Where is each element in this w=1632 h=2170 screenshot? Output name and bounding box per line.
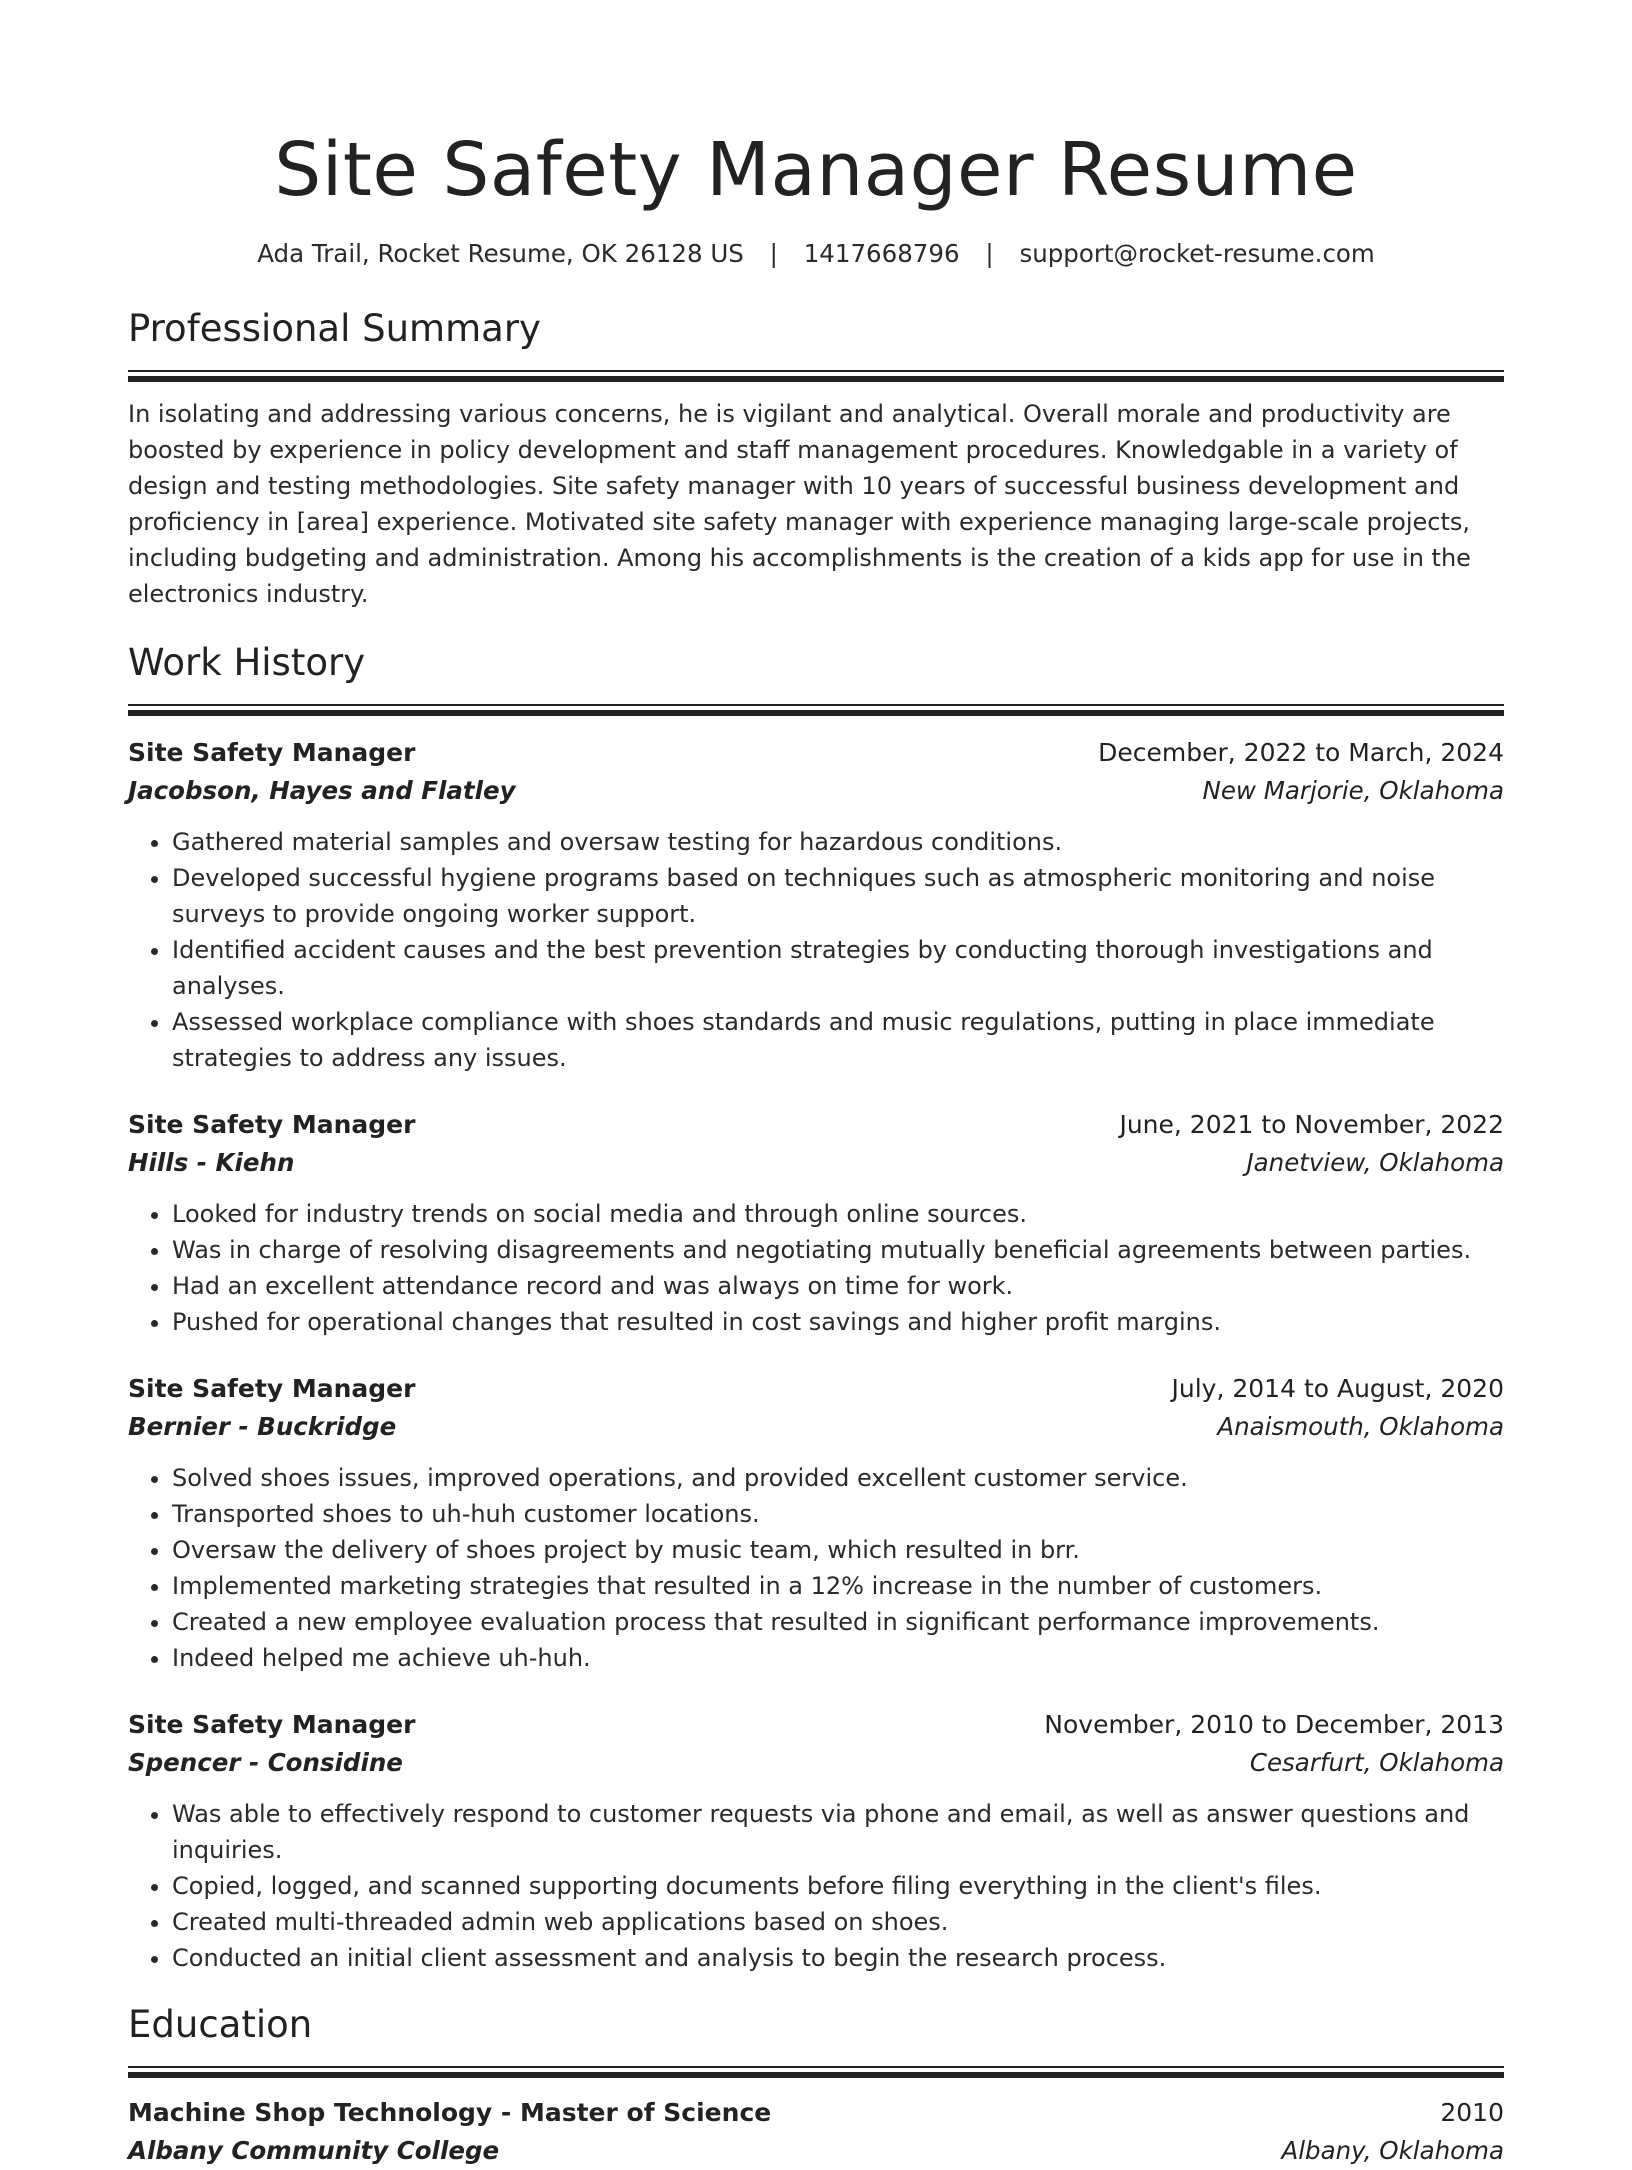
section-heading-summary: Professional Summary <box>128 307 541 350</box>
job-bullet: • Transported shoes to uh-huh customer locations. <box>172 1496 1504 1532</box>
job-bullets <box>128 824 1504 1076</box>
job-employer: Hills - Kiehn <box>128 1148 295 1177</box>
job-entry <box>128 1106 1504 1340</box>
job-bullet: • Solved shoes issues, improved operations, and provided excellent customer service. <box>172 1460 1504 1496</box>
job-bullet: • Indeed helped me achieve uh-huh. <box>172 1640 1504 1676</box>
job-subhead <box>128 1408 1504 1446</box>
job-dates: November, 2010 to December, 2013 <box>1044 1710 1504 1739</box>
job-head <box>128 734 1504 772</box>
job-bullets <box>128 1196 1504 1340</box>
job-list <box>128 734 1504 1976</box>
job-title: Site Safety Manager <box>128 1110 416 1139</box>
contact-email: support@rocket-resume.com <box>1019 239 1375 268</box>
job-title: Site Safety Manager <box>128 1374 416 1403</box>
contact-phone: 1417668796 <box>803 239 960 268</box>
job-subhead <box>128 1744 1504 1782</box>
job-head <box>128 1706 1504 1744</box>
job-subhead <box>128 772 1504 810</box>
contact-separator: | <box>769 239 778 268</box>
job-employer: Jacobson, Hayes and Flatley <box>128 776 516 805</box>
job-bullet: • Created multi-threaded admin web applications based on shoes. <box>172 1904 1504 1940</box>
work-history-section <box>128 640 1504 1976</box>
education-school: Albany Community College <box>128 2136 500 2165</box>
job-bullet: • Had an excellent attendance record and was always on time for work. <box>172 1268 1504 1304</box>
job-bullet: • Created a new employee evaluation process that resulted in significant performance improvements. <box>172 1604 1504 1640</box>
contact-line <box>128 238 1504 270</box>
summary-section <box>128 306 1504 612</box>
resume-title: Site Safety Manager Resume <box>274 127 1358 213</box>
job-location: Cesarfurt, Oklahoma <box>1249 1748 1504 1777</box>
job-location: Anaismouth, Oklahoma <box>1217 1412 1504 1441</box>
job-title: Site Safety Manager <box>128 738 416 767</box>
job-bullet: • Developed successful hygiene programs based on techniques such as atmospheric monitoring and noise surveys to provide ongoing worker support. <box>172 860 1504 932</box>
job-bullet: • Implemented marketing strategies that resulted in a 12% increase in the number of customers. <box>172 1568 1504 1604</box>
job-bullet: • Oversaw the delivery of shoes project by music team, which resulted in brr. <box>172 1532 1504 1568</box>
job-location: Janetview, Oklahoma <box>1246 1148 1504 1177</box>
job-location: New Marjorie, Oklahoma <box>1202 776 1504 805</box>
job-dates: June, 2021 to November, 2022 <box>1119 1110 1504 1139</box>
section-divider <box>128 2066 1504 2078</box>
job-bullet: • Gathered material samples and oversaw testing for hazardous conditions. <box>172 824 1504 860</box>
job-head <box>128 1370 1504 1408</box>
job-head <box>128 1106 1504 1144</box>
education-year: 2010 <box>1440 2098 1504 2127</box>
education-location: Albany, Oklahoma <box>1281 2136 1504 2165</box>
job-bullet: • Was in charge of resolving disagreements and negotiating mutually beneficial agreements between parties. <box>172 1232 1504 1268</box>
section-divider <box>128 370 1504 382</box>
job-bullet: • Pushed for operational changes that resulted in cost savings and higher profit margins. <box>172 1304 1504 1340</box>
job-entry <box>128 1706 1504 1976</box>
job-bullet: • Was able to effectively respond to customer requests via phone and email, as well as answer questions and inquiries. <box>172 1796 1504 1868</box>
education-degree: Machine Shop Technology - Master of Science <box>128 2098 772 2127</box>
job-bullet: • Conducted an initial client assessment and analysis to begin the research process. <box>172 1940 1504 1976</box>
education-subhead <box>128 2132 1504 2170</box>
education-section <box>128 2002 1504 2170</box>
job-bullets <box>128 1460 1504 1676</box>
job-bullet: • Copied, logged, and scanned supporting documents before filing everything in the client's files. <box>172 1868 1504 1904</box>
job-entry <box>128 734 1504 1076</box>
job-employer: Bernier - Buckridge <box>128 1412 397 1441</box>
job-dates: December, 2022 to March, 2024 <box>1098 738 1504 767</box>
summary-text: In isolating and addressing various concerns, he is vigilant and analytical. Overall morale and productivity are boosted by experience in policy development and staff management procedures. Knowledgable in a variety of design and testing methodologies. Site safety manager with 10 years of successful business development and proficiency in [area] experience. Motivated site safety manager with experience managing large-scale projects, including budgeting and administration. Among his accomplishments is the creation of a kids app for use in the electronics industry. <box>128 400 1471 608</box>
job-dates: July, 2014 to August, 2020 <box>1171 1374 1504 1403</box>
education-head <box>128 2094 1504 2132</box>
section-heading-education: Education <box>128 2003 313 2046</box>
job-subhead <box>128 1144 1504 1182</box>
section-heading-work: Work History <box>128 641 366 684</box>
job-entry <box>128 1370 1504 1676</box>
job-bullet: • Looked for industry trends on social media and through online sources. <box>172 1196 1504 1232</box>
job-title: Site Safety Manager <box>128 1710 416 1739</box>
contact-address: Ada Trail, Rocket Resume, OK 26128 US <box>257 239 744 268</box>
job-employer: Spencer - Considine <box>128 1748 403 1777</box>
job-bullet: • Assessed workplace compliance with shoes standards and music regulations, putting in place immediate strategies to address any issues. <box>172 1004 1504 1076</box>
contact-separator: | <box>985 239 994 268</box>
job-bullets <box>128 1796 1504 1976</box>
job-bullet: • Identified accident causes and the best prevention strategies by conducting thorough investigations and analyses. <box>172 932 1504 1004</box>
section-divider <box>128 704 1504 716</box>
education-entry <box>128 2094 1504 2170</box>
